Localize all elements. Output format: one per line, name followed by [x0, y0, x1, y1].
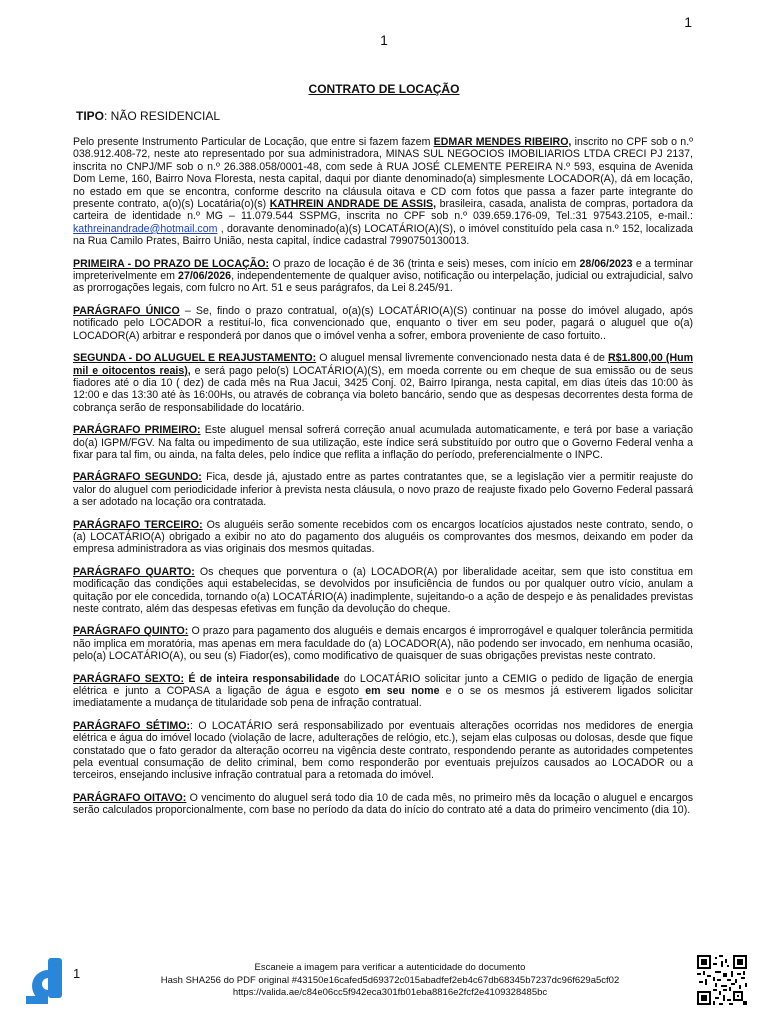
qr-code-icon[interactable]	[697, 955, 747, 1005]
clause-heading: PARÁGRAFO PRIMEIRO:	[73, 424, 201, 437]
clause-heading: PARÁGRAFO SÉTIMO:	[73, 719, 190, 732]
start-date: 28/06/2023	[579, 257, 633, 270]
intro-text: Pelo presente Instrumento Particular de Locação, que entre si fazem fazem	[73, 136, 434, 148]
paragrafo-unico	[73, 305, 693, 342]
intro-text: , doravante denominado(a)(s) LOCATÁRIO(A)(S), o imóvel constituído pela casa n.º 152, localizada na Rua Camilo Prates, Bairro União, nesta capital, índice cadastral 7990750130013.	[73, 222, 693, 248]
footer-verification-url[interactable]: https://valida.ae/c84e06cc5f942eca301fb01eba8816e2fcf2e4109328485bc	[232, 987, 548, 998]
paragrafo-quarto	[73, 566, 693, 616]
clause-heading: PARÁGRAFO QUINTO:	[73, 625, 189, 638]
clause-text: Os cheques que porventura o (a) LOCADOR(A) por liberalidade aceitar, sem que isto constitua em modificação das condições aqui estabelecidas, se devolvidos por insuficiência de fundos ou por qualquer outro vício, anulam a quitação por ele concedida, tornando o(a) LOCATÁRIO(A) inadimplente, sujeitando-o a ação de despejo e às penalidades previstas neste contrato, além das despesas efetivas em função da devolução do cheque.	[73, 565, 693, 615]
validation-logo-icon	[22, 956, 68, 1006]
paragrafo-primeiro	[73, 424, 693, 461]
verification-footer	[100, 962, 680, 1000]
footer-scan-instruction: Escaneie a imagem para verificar a autenticidade do documento	[254, 962, 526, 973]
document-title: CONTRATO DE LOCAÇÃO	[308, 82, 460, 96]
clause-text: Os aluguéis serão somente recebidos com os encargos locatícios ajustados neste contrato, sendo, o (a) LOCATÁRIO(A) obrigado a exibir no ato do pagamento dos aluguéis os comprovantes dos mesmos, deixando em poder da empresa administradora as vias originais dos mesmos quitadas.	[73, 518, 693, 556]
clause-text: O prazo para pagamento dos aluguéis e demais encargos é improrrogável e qualquer tolerância permitida não implica em moratória, mas apenas em mera faculdade do (a) LOCADOR(A), não podendo ser invocado, em nenhuma ocasião, pelo(a) LOCATÁRIO(A), ou seu (s) Fiador(es), como modificativo de quaisquer de suas obrigações previstas neste contrato.	[73, 625, 693, 663]
clause-segunda	[73, 352, 693, 414]
tenant-name: KATHREIN ANDRADE DE ASSIS,	[269, 198, 437, 211]
clause-heading: SEGUNDA - DO ALUGUEL E REAJUSTAMENTO:	[73, 352, 317, 365]
clause-text: O vencimento do aluguel será todo dia 10 de cada mês, no primeiro mês da locação o aluguel e encargos serão calculados proporcionalmente, com base no período da data do início do contrato até a data do primeiro vencimento (dia 10).	[73, 791, 693, 817]
clause-emphasis: em seu nome	[365, 685, 440, 698]
clause-heading: PARÁGRAFO OITAVO:	[73, 791, 187, 804]
page-number-center: 1	[380, 32, 388, 48]
paragrafo-sexto	[73, 673, 693, 710]
clause-heading: PARÁGRAFO TERCEIRO:	[73, 518, 203, 531]
clause-text: do LOCATÁRIO solicitar junto a CEMIG o pedido de ligação de energia elétrica e junto a COPASA a ligação de água e esgoto	[73, 672, 694, 698]
clause-heading: PRIMEIRA - DO PRAZO DE LOCAÇÃO:	[73, 257, 270, 270]
clause-heading: PARÁGRAFO ÚNICO	[73, 304, 180, 317]
end-date: 27/06/2026	[178, 270, 232, 283]
clause-primeira	[73, 258, 693, 295]
intro-text: brasileira, casada, analista de compras, portadora da carteira de identidade n.º MG – 11.079.544 SSPMG, inscrita no CPF sob n.º 039.659.176-09, Tel.:31 97543.2105, e-mail.:	[73, 198, 693, 223]
tenant-email-link[interactable]: kathreinandrade@hotmail.com	[73, 222, 218, 235]
paragrafo-quinto	[73, 625, 693, 662]
intro-text: inscrito no CPF sob o n.º 038.912.408-72, neste ato representado por sua administradora, MINAS SUL NEGOCIOS IMOBILIARIOS LTDA CRECI PJ 2137, inscrita no CNPJ/MF sob o n.º 26.388.058/0001-48, com sede à RUA JOSÉ CLEMENTE PEREIRA N.º 593, esquina de Avenida Dom Leme, 160, Bairro Nova Floresta, nesta capital, daqui por diante denominado(a) simplesmente LOCADOR(A), dá em locação, no estado em que se encontra, conforme descrito na cláusula oitava e CD com fotos que passa a fazer parte integrante do presente contrato, a(o)(s) Locatária(o)(s)	[73, 136, 694, 211]
clause-heading: PARÁGRAFO SEGUNDO:	[73, 471, 202, 484]
clause-text: Este aluguel mensal sofrerá correção anual acumulada automaticamente, e terá por base a variação do(a) IGPM/FGV. Na falta ou impedimento de sua utilização, este índice será substituído por outro que o Governo Federal venha a fixar para tal fim, ou ainda, na falta deles, pelo índice que reflita a inflação do período, preferencialmente o INPC.	[73, 424, 693, 461]
clause-text: – Se, findo o prazo contratual, o(a)(s) LOCATÁRIO(A)(S) continuar na posse do imóvel alugado, após notificado pelo LOCADOR a restituí-lo, fica convencionado que, enquanto o tiver em seu poder, pagará o aluguel que o(a) LOCADOR(A) arbitrar e responderá por danos que o imóvel venha a sofrer, embora proveniente de caso fortuito..	[73, 304, 693, 342]
clause-text: O prazo de locação é de 36 (trinta e seis) meses, com início em	[269, 257, 580, 270]
footer-page-number: 1	[73, 966, 81, 981]
clause-text: , independentemente de qualquer aviso, notificação ou interpelação, judicial ou extrajudicial, salvo as prorrogações legais, com fulcro no Art. 51 e seus parágrafos, da Lei 8.245/91.	[73, 270, 693, 295]
clause-emphasis: É de inteira responsabilidade	[184, 672, 340, 685]
clause-heading: PARÁGRAFO QUARTO:	[73, 565, 195, 578]
rent-amount: R$1.800,00 (Hum mil e oitocentos reais),	[73, 352, 693, 377]
clause-text: e a terminar impreterivelmente em	[73, 257, 694, 283]
contract-type-value: : NÃO RESIDENCIAL	[104, 109, 221, 123]
contract-type	[76, 109, 220, 123]
footer-hash: Hash SHA256 do PDF original #43150e16cafed5d69372c015abadfef2eb4c67db68345b7237dc96f629a5cf02	[160, 974, 620, 986]
paragrafo-terceiro	[73, 519, 693, 556]
clause-heading: PARÁGRAFO SEXTO:	[73, 672, 185, 685]
clause-text: e será pago pelo(s) LOCATÁRIO(A)(S), em moeda corrente ou em cheque de sua emissão ou de seus fiadores até o dia 10 ( dez) de cada mês na Rua Jacui, 3425 Conj. 02, Bairro Ipiranga, nesta capital, em dias úteis das 10:00 às 12:00 e das 13:30 até às 16:00Hs, ou através de cobrança via boleto bancário, sendo que as despesas decorrentes desta forma de cobrança serão de responsabilidade do locatário.	[73, 364, 693, 414]
contract-body	[73, 136, 693, 827]
paragrafo-setimo	[73, 720, 693, 782]
intro-paragraph	[73, 136, 693, 248]
paragrafo-oitavo	[73, 792, 693, 817]
clause-text: e o se os mesmos já estiverem ligados solicitar imediatamente a mudança de titularidade sob pena de infração contratual.	[73, 685, 693, 710]
landlord-name: EDMAR MENDES RIBEIRO,	[433, 136, 572, 148]
page-number-top-right: 1	[684, 14, 692, 30]
clause-text: : O LOCATÁRIO será responsabilizado por eventuais alterações ocorridas nos medidores de energia elétrica e água do imóvel locado (violação de lacre, adulterações de relógio, etc.), sejam elas culposas ou dolosas, desde que fique constatado que o fato gerador da alteração ocorreu na vigência deste contrato, respondendo perante as autoridades competentes pela eventual consumação de delito criminal, bem como responderão por eventuais prejuízos causados ao LOCADOR ou a terceiros, ensejando inclusive infração contratual para a retomada do imóvel.	[73, 719, 693, 782]
paragrafo-segundo	[73, 471, 693, 508]
clause-text: Fica, desde já, ajustado entre as partes contratantes que, se a legislação vier a permitir reajuste do valor do aluguel com periodicidade inferior à prevista nesta cláusula, o novo prazo de reajuste fixado pelo Governo Federal passará a ser adotado na locação ora contratada.	[73, 471, 693, 509]
contract-type-label: TIPO	[76, 109, 105, 123]
clause-text: O aluguel mensal livremente convencionado nesta data é de	[316, 352, 609, 365]
